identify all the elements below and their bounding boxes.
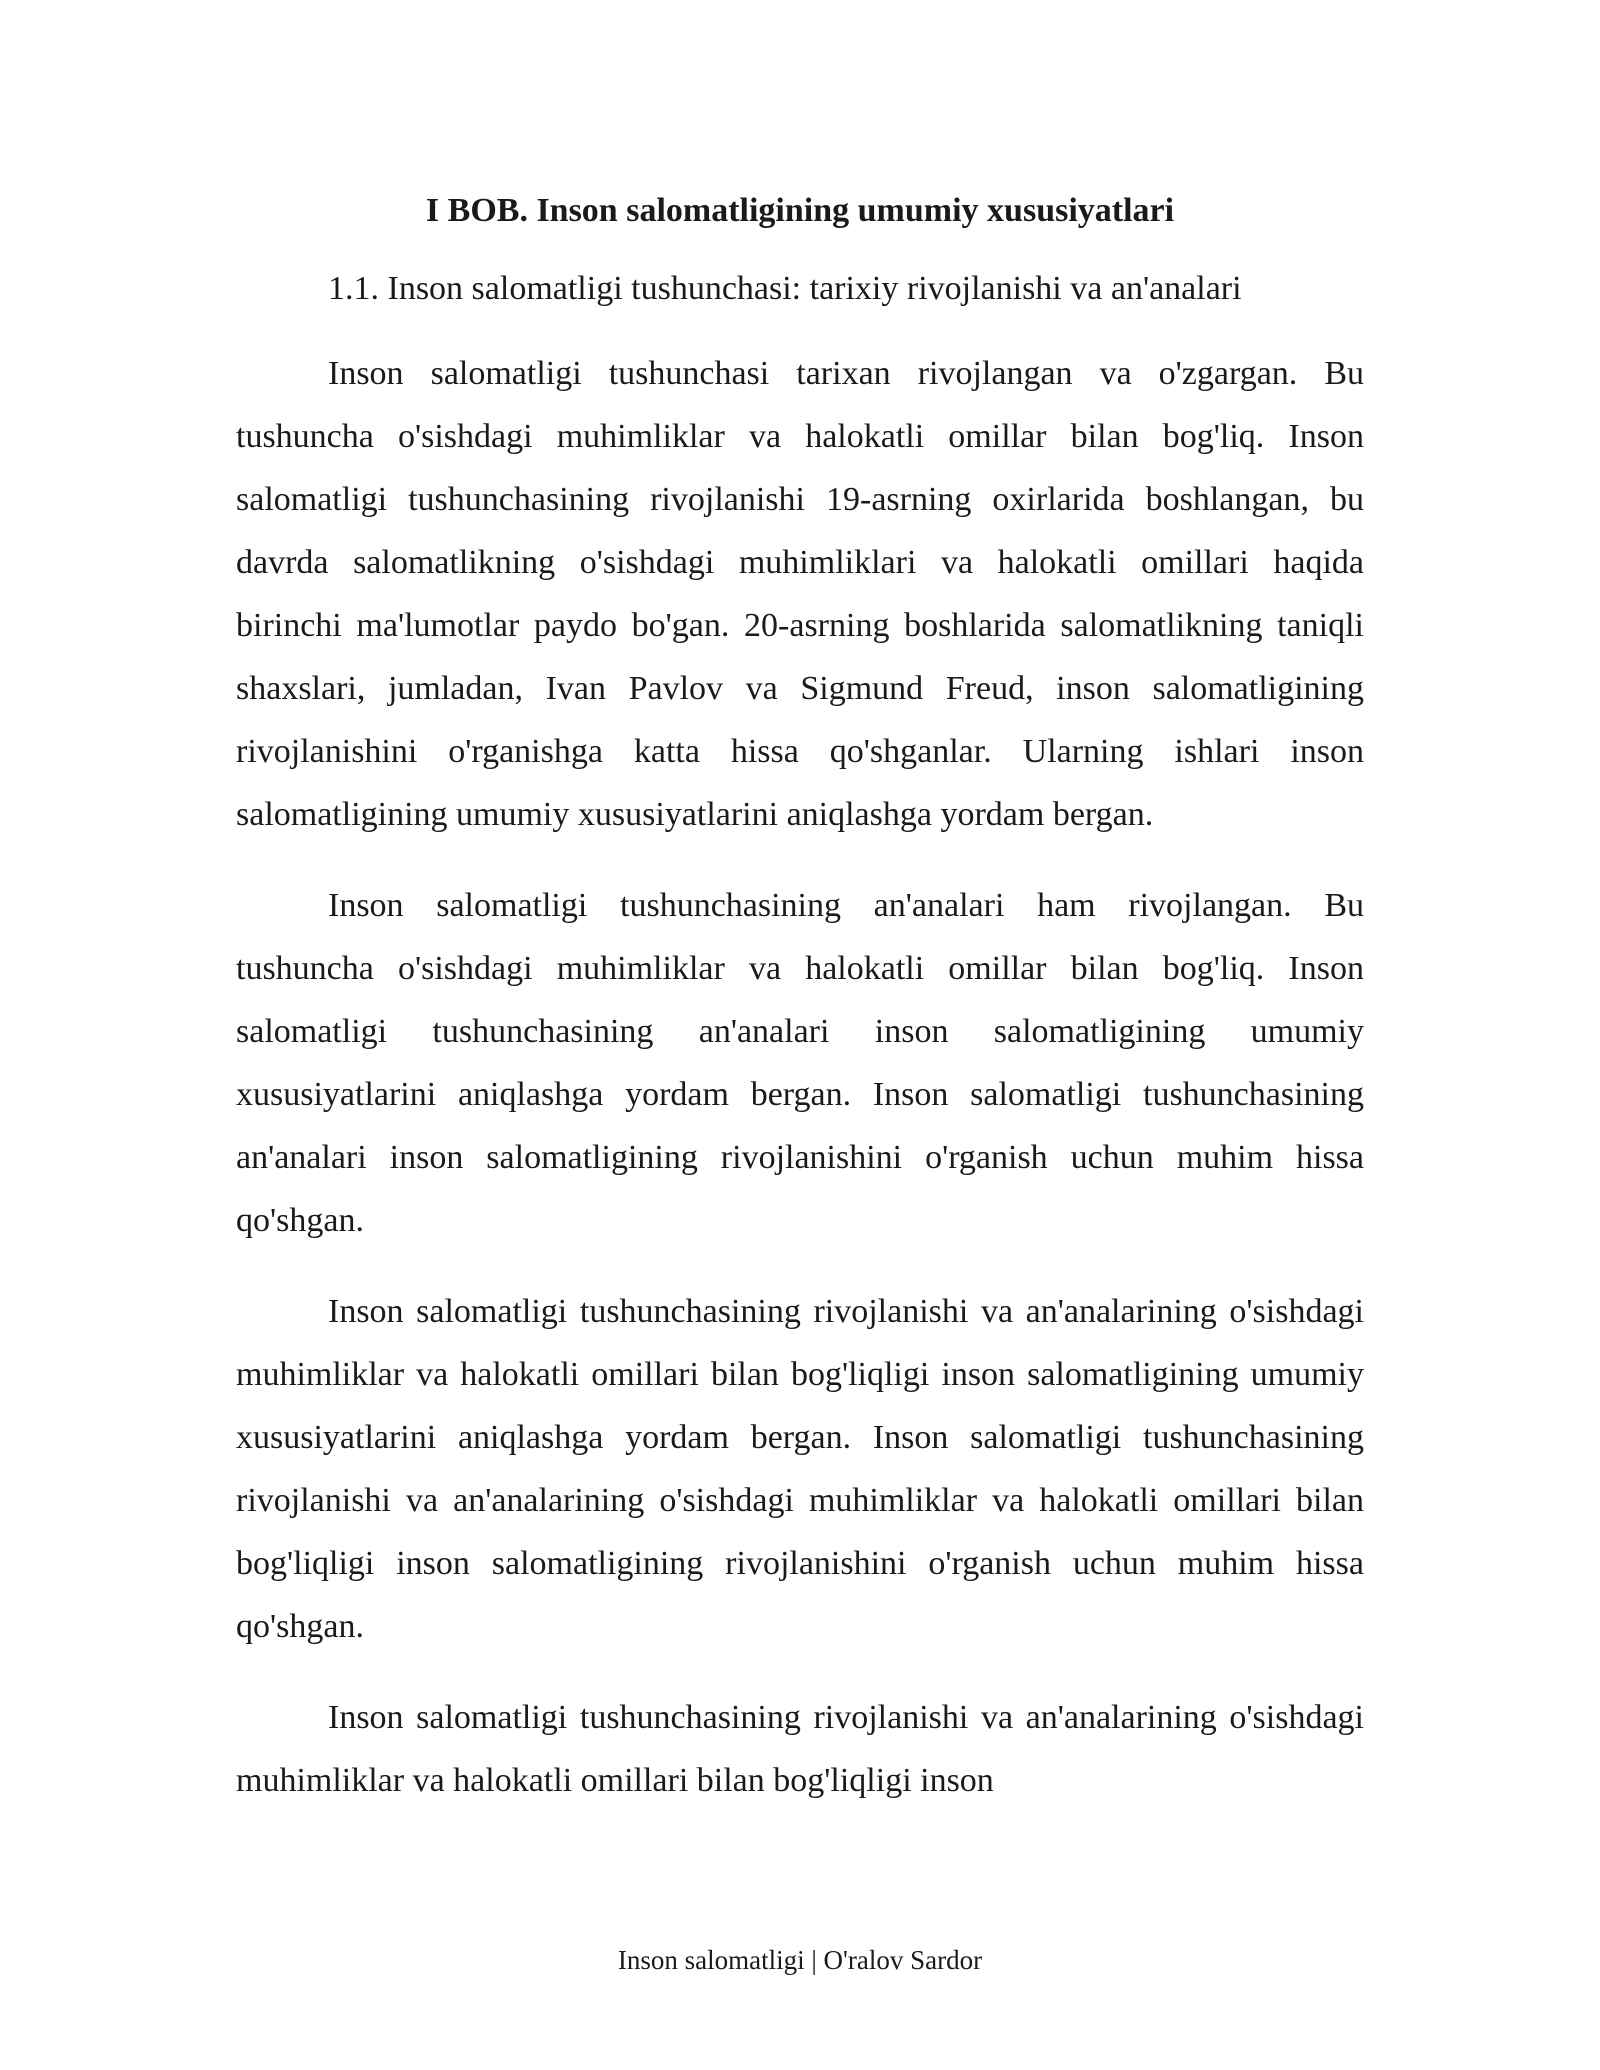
paragraph-1: Inson salomatligi tushunchasi tarixan rivojlangan va o'zgargan. Bu tushuncha o'sishdagi muhimliklar va halokatli omillar bilan bog'liq. Inson salomatligi tushunchasining rivojlanishi 19-asrning oxirlarida boshlangan, bu davrda salomatlikning o'sishdagi muhimliklari va halokatli omillari haqida birinchi ma'lumotlar paydo bo'gan. 20-asrning boshlarida salomatlikning taniqli shaxslari, jumladan, Ivan Pavlov va Sigmund Freud, inson salomatligining rivojlanishini o'rganishga katta hissa qo'shganlar. Ularning ishlari inson salomatligining umumiy xususiyatlarini aniqlashga yordam bergan. xyxy=(236,355,1364,833)
paragraph-2: Inson salomatligi tushunchasining an'analari ham rivojlangan. Bu tushuncha o'sishdagi muhimliklar va halokatli omillar bilan bog'liq. Inson salomatligi tushunchasining an'analari inson salomatligining umumiy xususiyatlarini aniqlashga yordam bergan. Inson salomatligi tushunchasining an'analari inson salomatligining rivojlanishini o'rganish uchun muhim hissa qo'shgan. xyxy=(236,887,1364,1239)
section-title: 1.1. Inson salomatligi tushunchasi: tarixiy rivojlanishi va an'analari xyxy=(328,270,1242,307)
page-content xyxy=(236,186,1364,1812)
paragraph-4: Inson salomatligi tushunchasining rivojlanishi va an'analarining o'sishdagi muhimliklar va halokatli omillari bilan bog'liqligi inson xyxy=(236,1699,1364,1799)
page-footer: Inson salomatligi | O'ralov Sardor xyxy=(617,1945,983,1975)
paragraph-3: Inson salomatligi tushunchasining rivojlanishi va an'analarining o'sishdagi muhimliklar va halokatli omillari bilan bog'liqligi inson salomatligining umumiy xususiyatlarini aniqlashga yordam bergan. Inson salomatligi tushunchasining rivojlanishi va an'analarining o'sishdagi muhimliklar va halokatli omillari bilan bog'liqligi inson salomatligining rivojlanishini o'rganish uchun muhim hissa qo'shgan. xyxy=(236,1293,1364,1645)
chapter-title: I BOB. Inson salomatligining umumiy xususiyatlari xyxy=(425,192,1175,229)
